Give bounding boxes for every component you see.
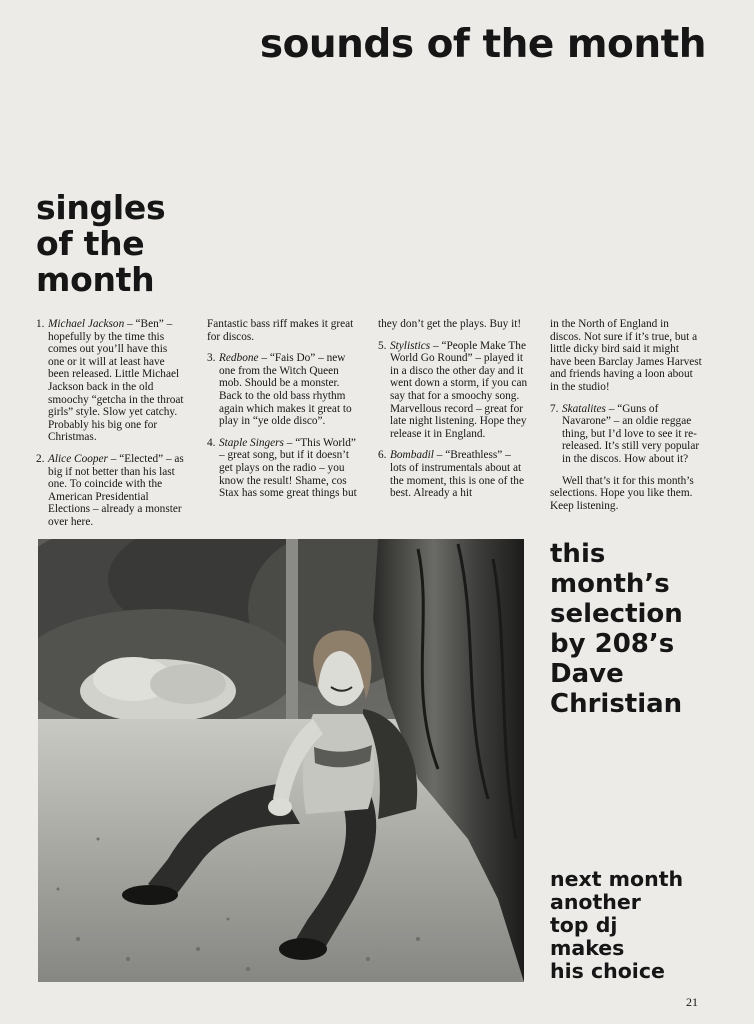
selection-heading [550, 539, 683, 719]
entry-artist: Stylistics [390, 339, 431, 352]
section-title-line: of the [36, 224, 145, 263]
closing-text: Well that’s it for this month’s selections. Hope you like them. Keep listening. [550, 474, 694, 512]
dj-photo-illustration [38, 539, 524, 982]
chart-entry [36, 318, 184, 444]
next-month-heading [550, 868, 683, 983]
entry-text: – “People Make The World Go Round” – played it in a disco the other day and it went down a storm, if you can say that for a smoochy song. Marvellous record – great for late night listening. Hope they release it in England. [390, 339, 528, 440]
chart-entry [207, 437, 359, 500]
next-month-line: another [550, 890, 641, 914]
next-month-line: next month [550, 867, 684, 891]
section-title-line: month [36, 260, 155, 299]
dj-photo [38, 539, 524, 982]
entry-number: 7. [550, 402, 559, 415]
article-column-4 [550, 318, 702, 521]
article-column-1 [36, 318, 184, 538]
continued-text: Fantastic bass riff makes it great for discos. [207, 318, 354, 343]
entry-number: 2. [36, 452, 45, 465]
entry-artist: Skatalites [562, 402, 606, 415]
entry-artist: Alice Cooper [48, 452, 108, 465]
continued-text: in the North of England in discos. Not sure if it’s true, but a little dicky bird said it might have been Barclay James Harvest and friends having a loon about in the studio! [550, 318, 702, 393]
chart-entry [378, 340, 528, 441]
next-month-line: top dj [550, 913, 618, 937]
entry-number: 3. [207, 352, 216, 365]
selection-heading-line: by 208’s [550, 629, 675, 659]
entry-text: – “Guns of Navarone” – an oldie reggae thing, but I’d love to see it re-released. It’s still very popular in the discos. How about it? [562, 402, 700, 465]
selection-heading-line: Dave [550, 659, 624, 689]
entry-text: – “Elected” – as big if not better than his last one. To coincide with the American Presidential Elections – already a monster over here. [48, 452, 184, 528]
entry-number: 4. [207, 436, 216, 449]
next-month-line: his choice [550, 959, 665, 983]
entry-artist: Michael Jackson [48, 318, 125, 330]
entry-artist: Redbone [219, 352, 259, 365]
page-number: 21 [686, 995, 698, 1009]
article-column-3 [378, 318, 528, 509]
selection-heading-line: this [550, 539, 606, 569]
entry-text: – “Breathless” – lots of instrumentals about at the moment, this is one of the best. Already a hit [390, 449, 524, 500]
section-title-line: singles [36, 188, 166, 227]
entry-number: 5. [378, 339, 387, 352]
entry-text: – “This World” – great song, but if it doesn’t get plays on the radio – you know the result! Shame, cos Stax has some great things but [219, 436, 357, 500]
entry-artist: Bombadil [390, 449, 434, 462]
selection-heading-line: selection [550, 599, 683, 629]
article-column-2 [207, 318, 359, 509]
entry-number: 1. [36, 318, 45, 330]
selection-heading-line: month’s [550, 569, 670, 599]
entry-number: 6. [378, 449, 387, 462]
entry-artist: Staple Singers [219, 436, 284, 449]
chart-entry [550, 403, 702, 466]
chart-entry [36, 453, 184, 529]
page-headline: sounds of the month [259, 22, 706, 67]
entry-text: – “Fais Do” – new one from the Witch Queen mob. Should be a monster. Back to the old bass rhythm again which makes it great to play in “ye olde disco”. [219, 352, 352, 428]
chart-entry [207, 352, 359, 428]
section-title [36, 190, 165, 298]
entry-text: – “Ben” – hopefully by the time this comes out you’ll have this one or it will at least have been released. Little Michael Jackson back in the old smoochy “getcha in the throat girls” style. Slow yet catchy. Probably his big one for Christmas. [48, 318, 184, 444]
chart-entry [378, 449, 528, 499]
selection-heading-line: Christian [550, 689, 683, 719]
next-month-line: makes [550, 936, 625, 960]
continued-text: they don’t get the plays. Buy it! [378, 318, 522, 330]
